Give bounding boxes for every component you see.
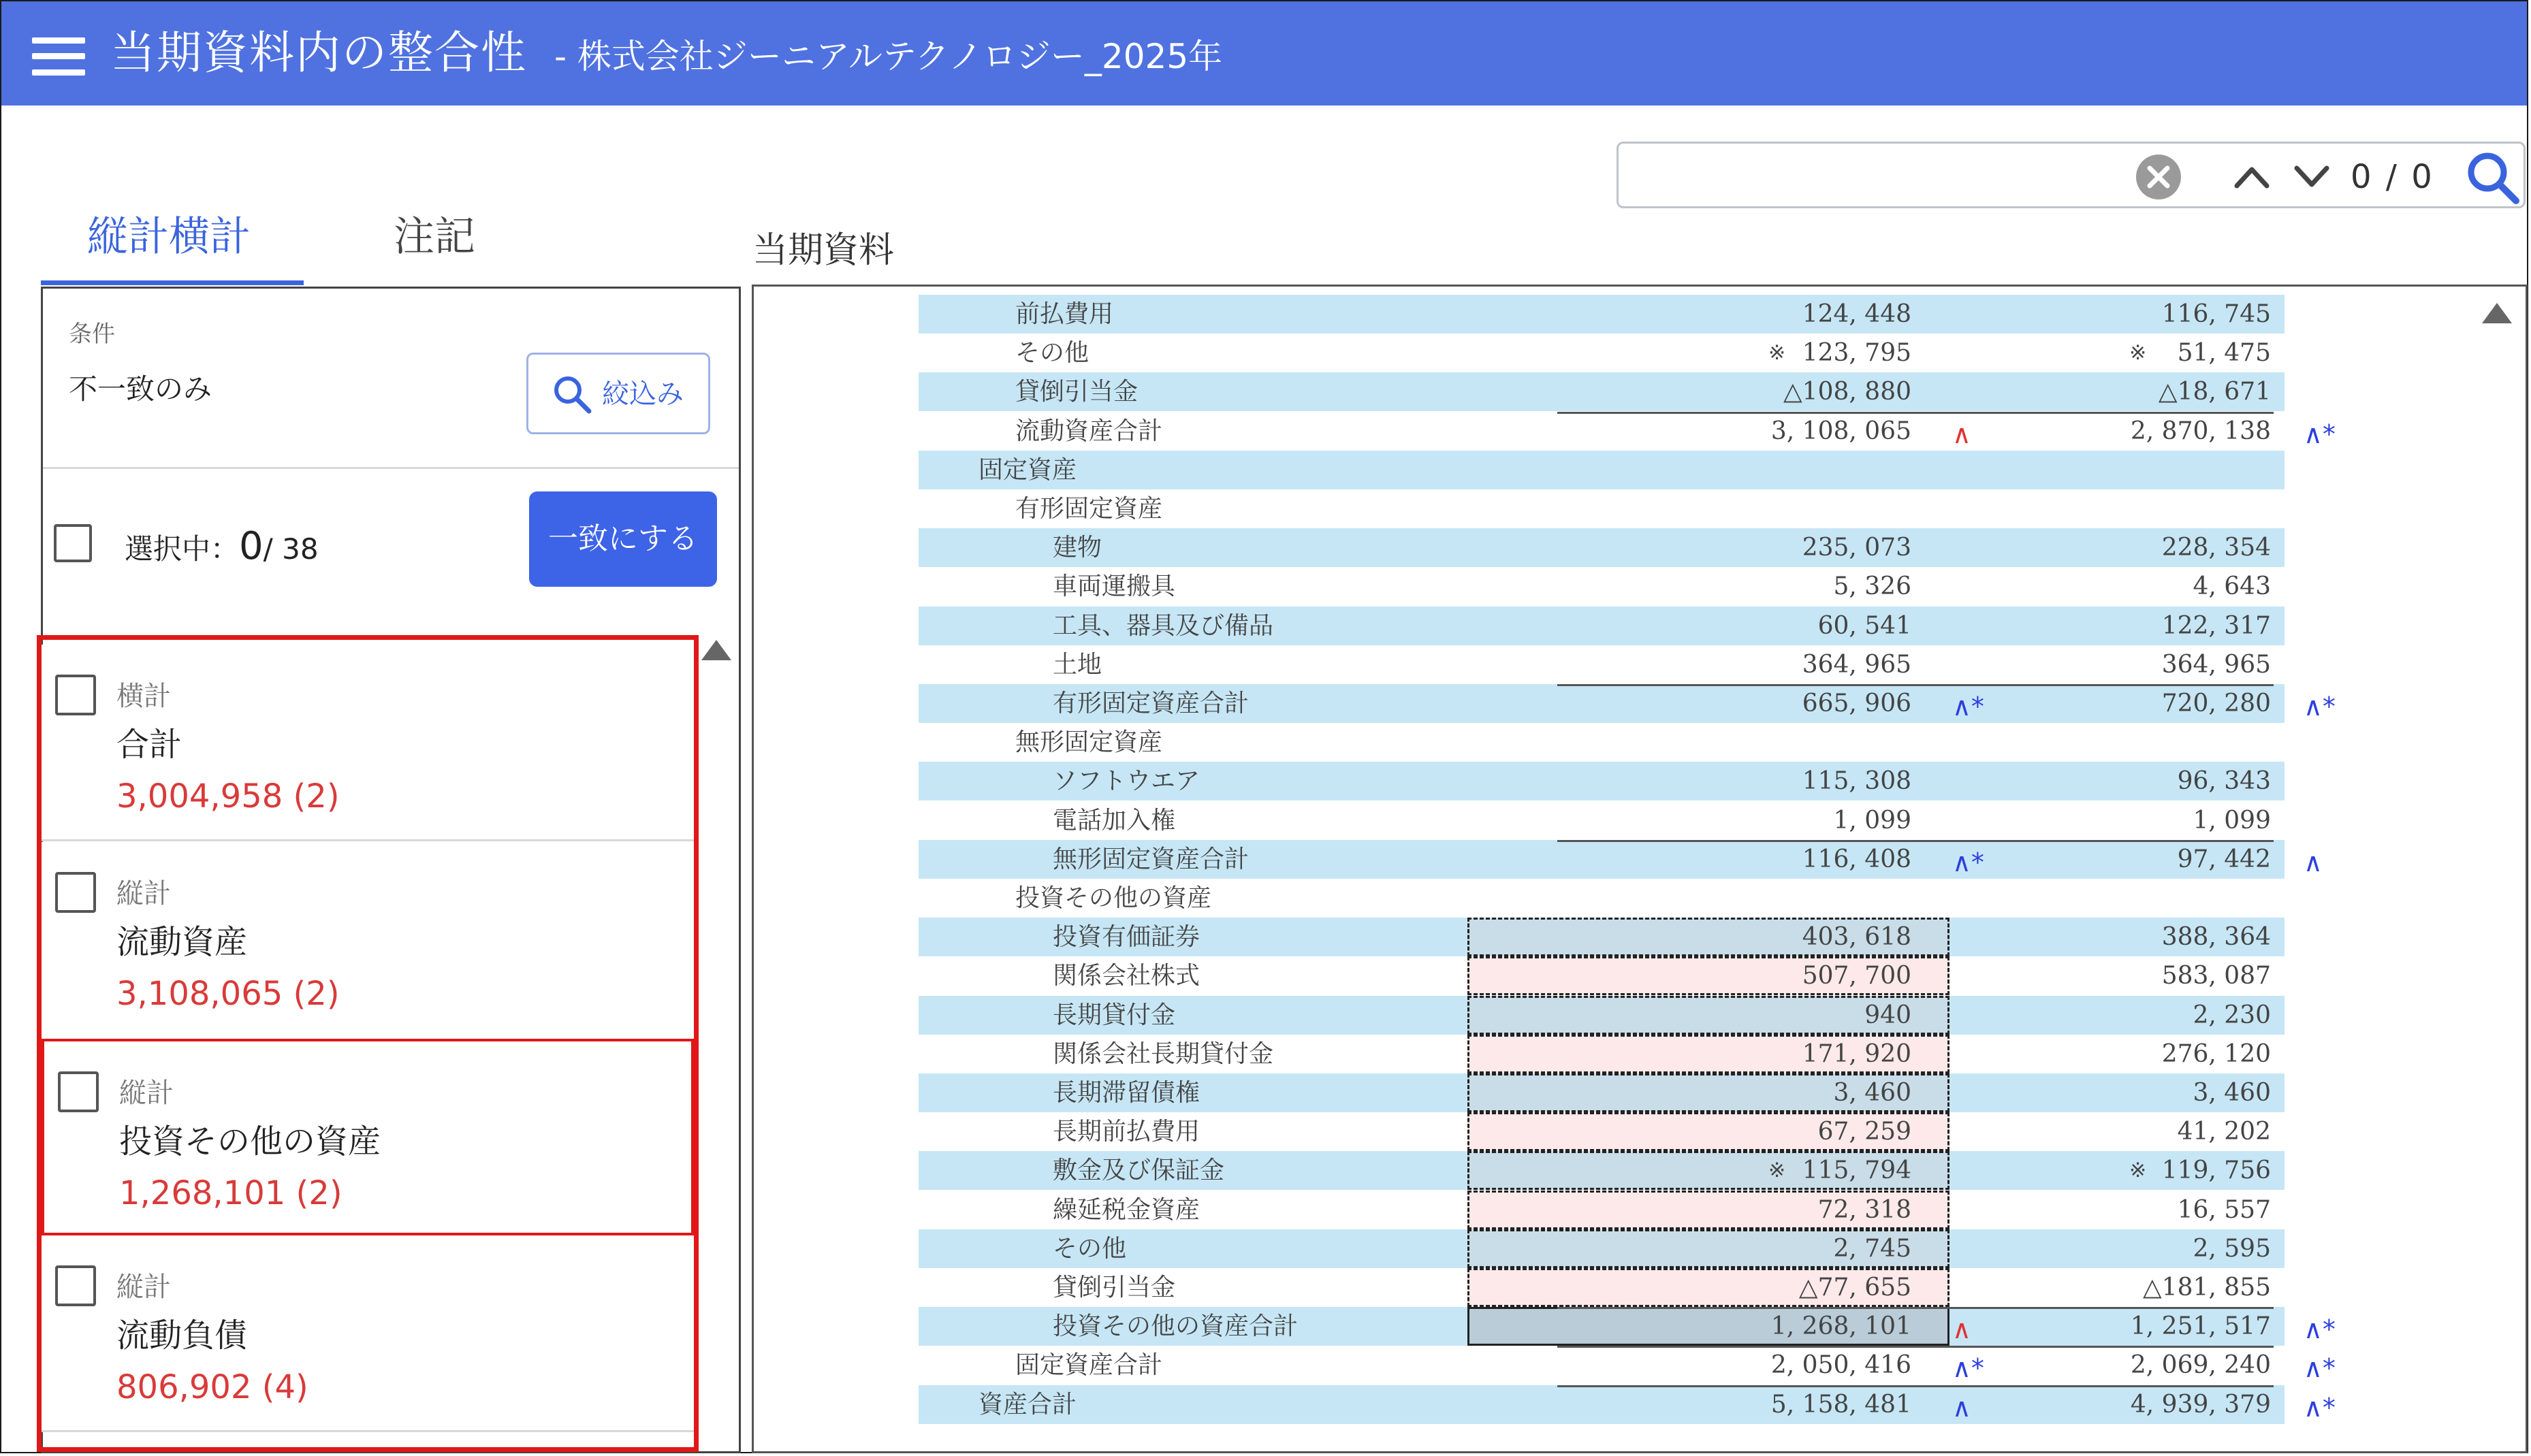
- condition-value[interactable]: 不一致のみ: [69, 372, 212, 406]
- prior-period-value[interactable]: 2, 230: [2193, 1001, 2271, 1029]
- statement-row: [919, 334, 2285, 372]
- current-period-value[interactable]: 60, 541: [1817, 612, 1911, 640]
- current-period-value[interactable]: 3, 108, 065: [1770, 417, 1911, 445]
- current-period-value[interactable]: 2, 745: [1833, 1235, 1911, 1263]
- statement-row: [919, 645, 2285, 684]
- total-rule: [1920, 1307, 2274, 1309]
- check-mark: ∧*: [2304, 1314, 2336, 1344]
- statement-row: [919, 1191, 2285, 1229]
- row-label: 関係会社株式: [1053, 962, 1200, 990]
- current-period-value[interactable]: 171, 920: [1802, 1040, 1911, 1068]
- chevron-down-icon[interactable]: [2291, 160, 2332, 194]
- row-label: 固定資産合計: [1015, 1351, 1163, 1379]
- condition-label: 条件: [69, 321, 115, 348]
- prior-period-value[interactable]: 720, 280: [2161, 690, 2271, 717]
- prior-period-value[interactable]: 2, 069, 240: [2130, 1351, 2271, 1379]
- row-label: その他: [1015, 339, 1089, 367]
- row-label: 投資その他の資産: [1015, 884, 1212, 912]
- prior-period-value[interactable]: △18, 671: [2158, 378, 2271, 406]
- check-mark: ∧*: [2304, 692, 2336, 722]
- mark-as-match-button[interactable]: 一致にする: [529, 491, 717, 587]
- selection-total: / 38: [263, 532, 319, 566]
- menu-icon[interactable]: [32, 37, 85, 76]
- row-label: 無形固定資産合計: [1053, 845, 1249, 873]
- row-label: 敷金及び保証金: [1053, 1156, 1225, 1184]
- statement-row: [919, 996, 2285, 1035]
- statement-row: [919, 684, 2336, 723]
- total-rule: [1557, 840, 1949, 842]
- total-rule: [1920, 840, 2274, 842]
- check-mark: ∧*: [2304, 1353, 2336, 1383]
- scroll-up-arrow[interactable]: [2482, 303, 2512, 323]
- item-name: 流動負債: [116, 1316, 248, 1355]
- scroll-up-arrow[interactable]: [701, 640, 731, 660]
- selection-count: [125, 524, 319, 572]
- row-label: 有形固定資産: [1015, 495, 1163, 523]
- prior-period-value[interactable]: 1, 099: [2193, 807, 2271, 835]
- item-type: 縦計: [116, 878, 171, 909]
- current-period-value[interactable]: 940: [1864, 1001, 1911, 1029]
- row-label: 貸倒引当金: [1015, 378, 1139, 406]
- item-type: 縦計: [116, 1272, 171, 1303]
- search-icon[interactable]: [2464, 149, 2521, 206]
- prior-period-value[interactable]: △181, 855: [2143, 1274, 2271, 1301]
- prior-period-value[interactable]: 364, 965: [2161, 651, 2271, 679]
- prior-period-value[interactable]: 96, 343: [2177, 767, 2271, 795]
- current-period-value[interactable]: 115, 794: [1802, 1156, 1911, 1184]
- statement-row: [919, 451, 2285, 489]
- row-label: 有形固定資産合計: [1053, 690, 1249, 717]
- row-label: 建物: [1053, 534, 1102, 562]
- tab-notes[interactable]: 注記: [394, 213, 475, 261]
- prior-period-value[interactable]: 276, 120: [2161, 1040, 2271, 1068]
- row-label: 車両運搬具: [1053, 572, 1176, 600]
- current-period-value[interactable]: 5, 158, 481: [1770, 1391, 1911, 1419]
- statement-row: [919, 489, 2285, 528]
- clear-icon[interactable]: [2135, 153, 2182, 201]
- statement-row: [919, 295, 2285, 334]
- statement-row: [919, 372, 2285, 411]
- row-label: 土地: [1053, 651, 1102, 679]
- statement-row: [919, 528, 2285, 567]
- prior-period-value[interactable]: 2, 870, 138: [2130, 417, 2271, 445]
- search-icon: [552, 374, 592, 415]
- statement-row: [919, 1112, 2285, 1151]
- statement-row: [919, 879, 2285, 918]
- filter-button-label: 絞込み: [602, 378, 684, 410]
- statement-row: [919, 918, 2285, 956]
- item-name: 流動資産: [116, 923, 248, 961]
- item-value: 806,902 (4): [116, 1368, 308, 1406]
- divider: [43, 467, 739, 469]
- filter-button[interactable]: [526, 353, 710, 434]
- row-label: ソフトウエア: [1053, 767, 1200, 795]
- item-value: 1,268,101 (2): [119, 1174, 343, 1212]
- total-rule: [1557, 412, 1949, 414]
- total-rule: [1920, 412, 2274, 414]
- statement-row: [919, 762, 2285, 800]
- total-rule: [1920, 684, 2274, 686]
- statement-row: [919, 956, 2285, 995]
- row-label: 繰延税金資産: [1053, 1196, 1200, 1224]
- check-mark: ∧*: [1952, 847, 1984, 877]
- row-label: 電話加入権: [1053, 807, 1176, 835]
- item-value: 3,108,065 (2): [116, 975, 340, 1013]
- item-name: 投資その他の資産: [119, 1122, 381, 1161]
- note-mark: ※: [1768, 341, 1786, 365]
- check-mark: ∧*: [2304, 1393, 2336, 1423]
- statement-row: [919, 412, 2336, 451]
- prior-period-value[interactable]: 122, 317: [2161, 612, 2271, 640]
- statement-row: [919, 840, 2323, 879]
- page-subtitle: - 株式会社ジーニアルテクノロジー_2025年: [554, 37, 1223, 76]
- row-label: その他: [1053, 1235, 1127, 1263]
- statement-row: [919, 1307, 2336, 1346]
- selection-count-value: 0: [239, 524, 264, 568]
- statement-row: [919, 801, 2285, 840]
- app-header: [1, 1, 2527, 106]
- total-rule: [1920, 1346, 2274, 1348]
- current-period-value[interactable]: 67, 259: [1817, 1118, 1911, 1146]
- error-highlight-outline: [37, 635, 699, 1452]
- check-mark: ∧: [1952, 1314, 1971, 1344]
- statement-row: [919, 1073, 2285, 1112]
- current-period-value[interactable]: △77, 655: [1798, 1274, 1911, 1301]
- check-mark: ∧*: [1952, 1353, 1984, 1383]
- current-period-value[interactable]: 1, 268, 101: [1770, 1312, 1911, 1340]
- row-label: 投資その他の資産合計: [1053, 1312, 1299, 1340]
- active-tab-indicator: [41, 280, 304, 285]
- statement-row: [919, 567, 2285, 606]
- row-label: 前払費用: [1015, 300, 1114, 328]
- current-period-value[interactable]: 115, 308: [1802, 767, 1911, 795]
- prior-period-value[interactable]: 3, 460: [2193, 1079, 2271, 1107]
- row-label: 無形固定資産: [1015, 728, 1163, 756]
- select-all-checkbox[interactable]: [54, 524, 92, 562]
- statement-row: [919, 1229, 2285, 1268]
- chevron-up-icon[interactable]: [2231, 160, 2272, 194]
- item-name: 合計: [116, 726, 182, 764]
- current-period-value[interactable]: 507, 700: [1802, 962, 1911, 990]
- current-period-value[interactable]: 124, 448: [1802, 300, 1911, 328]
- statement-row: [919, 1268, 2285, 1307]
- total-rule: [1557, 1307, 1949, 1309]
- statement-row: [919, 723, 2285, 762]
- check-mark: ∧: [1952, 419, 1971, 449]
- document-label: 当期資料: [752, 230, 895, 271]
- current-period-value[interactable]: 364, 965: [1802, 651, 1911, 679]
- current-period-value[interactable]: 3, 460: [1833, 1079, 1911, 1107]
- row-label: 投資有価証券: [1053, 923, 1200, 951]
- row-label: 長期前払費用: [1053, 1118, 1200, 1146]
- prior-period-value[interactable]: 388, 364: [2161, 923, 2271, 951]
- prior-period-value[interactable]: 16, 557: [2177, 1196, 2271, 1224]
- prior-period-value[interactable]: 228, 354: [2161, 534, 2271, 562]
- prior-period-value[interactable]: 1, 251, 517: [2130, 1312, 2271, 1340]
- document-viewer[interactable]: [752, 285, 2528, 1453]
- search-result-counter: 0 / 0: [2351, 158, 2434, 196]
- row-label: 固定資産: [978, 456, 1077, 484]
- current-period-value[interactable]: 72, 318: [1817, 1196, 1911, 1224]
- selection-prefix: 選択中：: [125, 532, 240, 566]
- row-label: 流動資産合計: [1015, 417, 1163, 445]
- current-period-value[interactable]: 2, 050, 416: [1770, 1351, 1911, 1379]
- prior-period-value[interactable]: 4, 643: [2193, 572, 2271, 600]
- current-period-value[interactable]: 123, 795: [1802, 339, 1911, 367]
- check-mark: ∧: [1952, 1393, 1971, 1423]
- prior-period-value[interactable]: 583, 087: [2161, 962, 2271, 990]
- check-mark: ∧*: [1952, 692, 1984, 722]
- total-rule: [1557, 684, 1949, 686]
- row-label: 資産合計: [978, 1391, 1077, 1419]
- statement-row: [919, 1385, 2336, 1424]
- row-label: 関係会社長期貸付金: [1053, 1040, 1274, 1068]
- item-type: 縦計: [119, 1078, 174, 1109]
- page-title: 当期資料内の整合性: [110, 27, 527, 79]
- item-type: 横計: [116, 681, 171, 712]
- search-box: [1617, 142, 2526, 208]
- prior-period-value[interactable]: 119, 756: [2161, 1156, 2271, 1184]
- total-rule: [1920, 1385, 2274, 1387]
- prior-period-value[interactable]: 51, 475: [2177, 339, 2271, 367]
- note-mark: ※: [2129, 341, 2147, 365]
- prior-period-value[interactable]: 2, 595: [2193, 1235, 2271, 1263]
- current-period-value[interactable]: △108, 880: [1783, 378, 1911, 406]
- current-period-value[interactable]: 116, 408: [1802, 845, 1911, 873]
- current-period-value[interactable]: 235, 073: [1802, 534, 1911, 562]
- statement-row: [919, 1346, 2336, 1385]
- prior-period-value[interactable]: 4, 939, 379: [2130, 1391, 2271, 1419]
- note-mark: ※: [1768, 1159, 1786, 1182]
- check-mark: ∧*: [2304, 419, 2336, 449]
- total-rule: [1557, 1385, 1949, 1387]
- statement-row: [919, 1035, 2285, 1073]
- total-rule: [1557, 1346, 1949, 1348]
- row-label: 貸倒引当金: [1053, 1274, 1176, 1301]
- item-value: 3,004,958 (2): [116, 777, 340, 815]
- note-mark: ※: [2129, 1159, 2147, 1182]
- row-label: 長期滞留債権: [1053, 1079, 1200, 1107]
- current-period-value[interactable]: 5, 326: [1833, 572, 1911, 600]
- statement-row: [919, 1151, 2285, 1190]
- current-period-value[interactable]: 1, 099: [1833, 807, 1911, 835]
- prior-period-value[interactable]: 116, 745: [2161, 300, 2271, 328]
- row-label: 長期貸付金: [1053, 1001, 1176, 1029]
- prior-period-value[interactable]: 97, 442: [2177, 845, 2271, 873]
- current-period-value[interactable]: 403, 618: [1802, 923, 1911, 951]
- prior-period-value[interactable]: 41, 202: [2177, 1118, 2271, 1146]
- statement-row: [919, 606, 2285, 645]
- row-label: 工具、器具及び備品: [1053, 612, 1274, 640]
- tab-vertical-horizontal-totals[interactable]: 縦計横計: [87, 213, 251, 261]
- check-mark: ∧: [2304, 847, 2323, 877]
- current-period-value[interactable]: 665, 906: [1802, 690, 1911, 717]
